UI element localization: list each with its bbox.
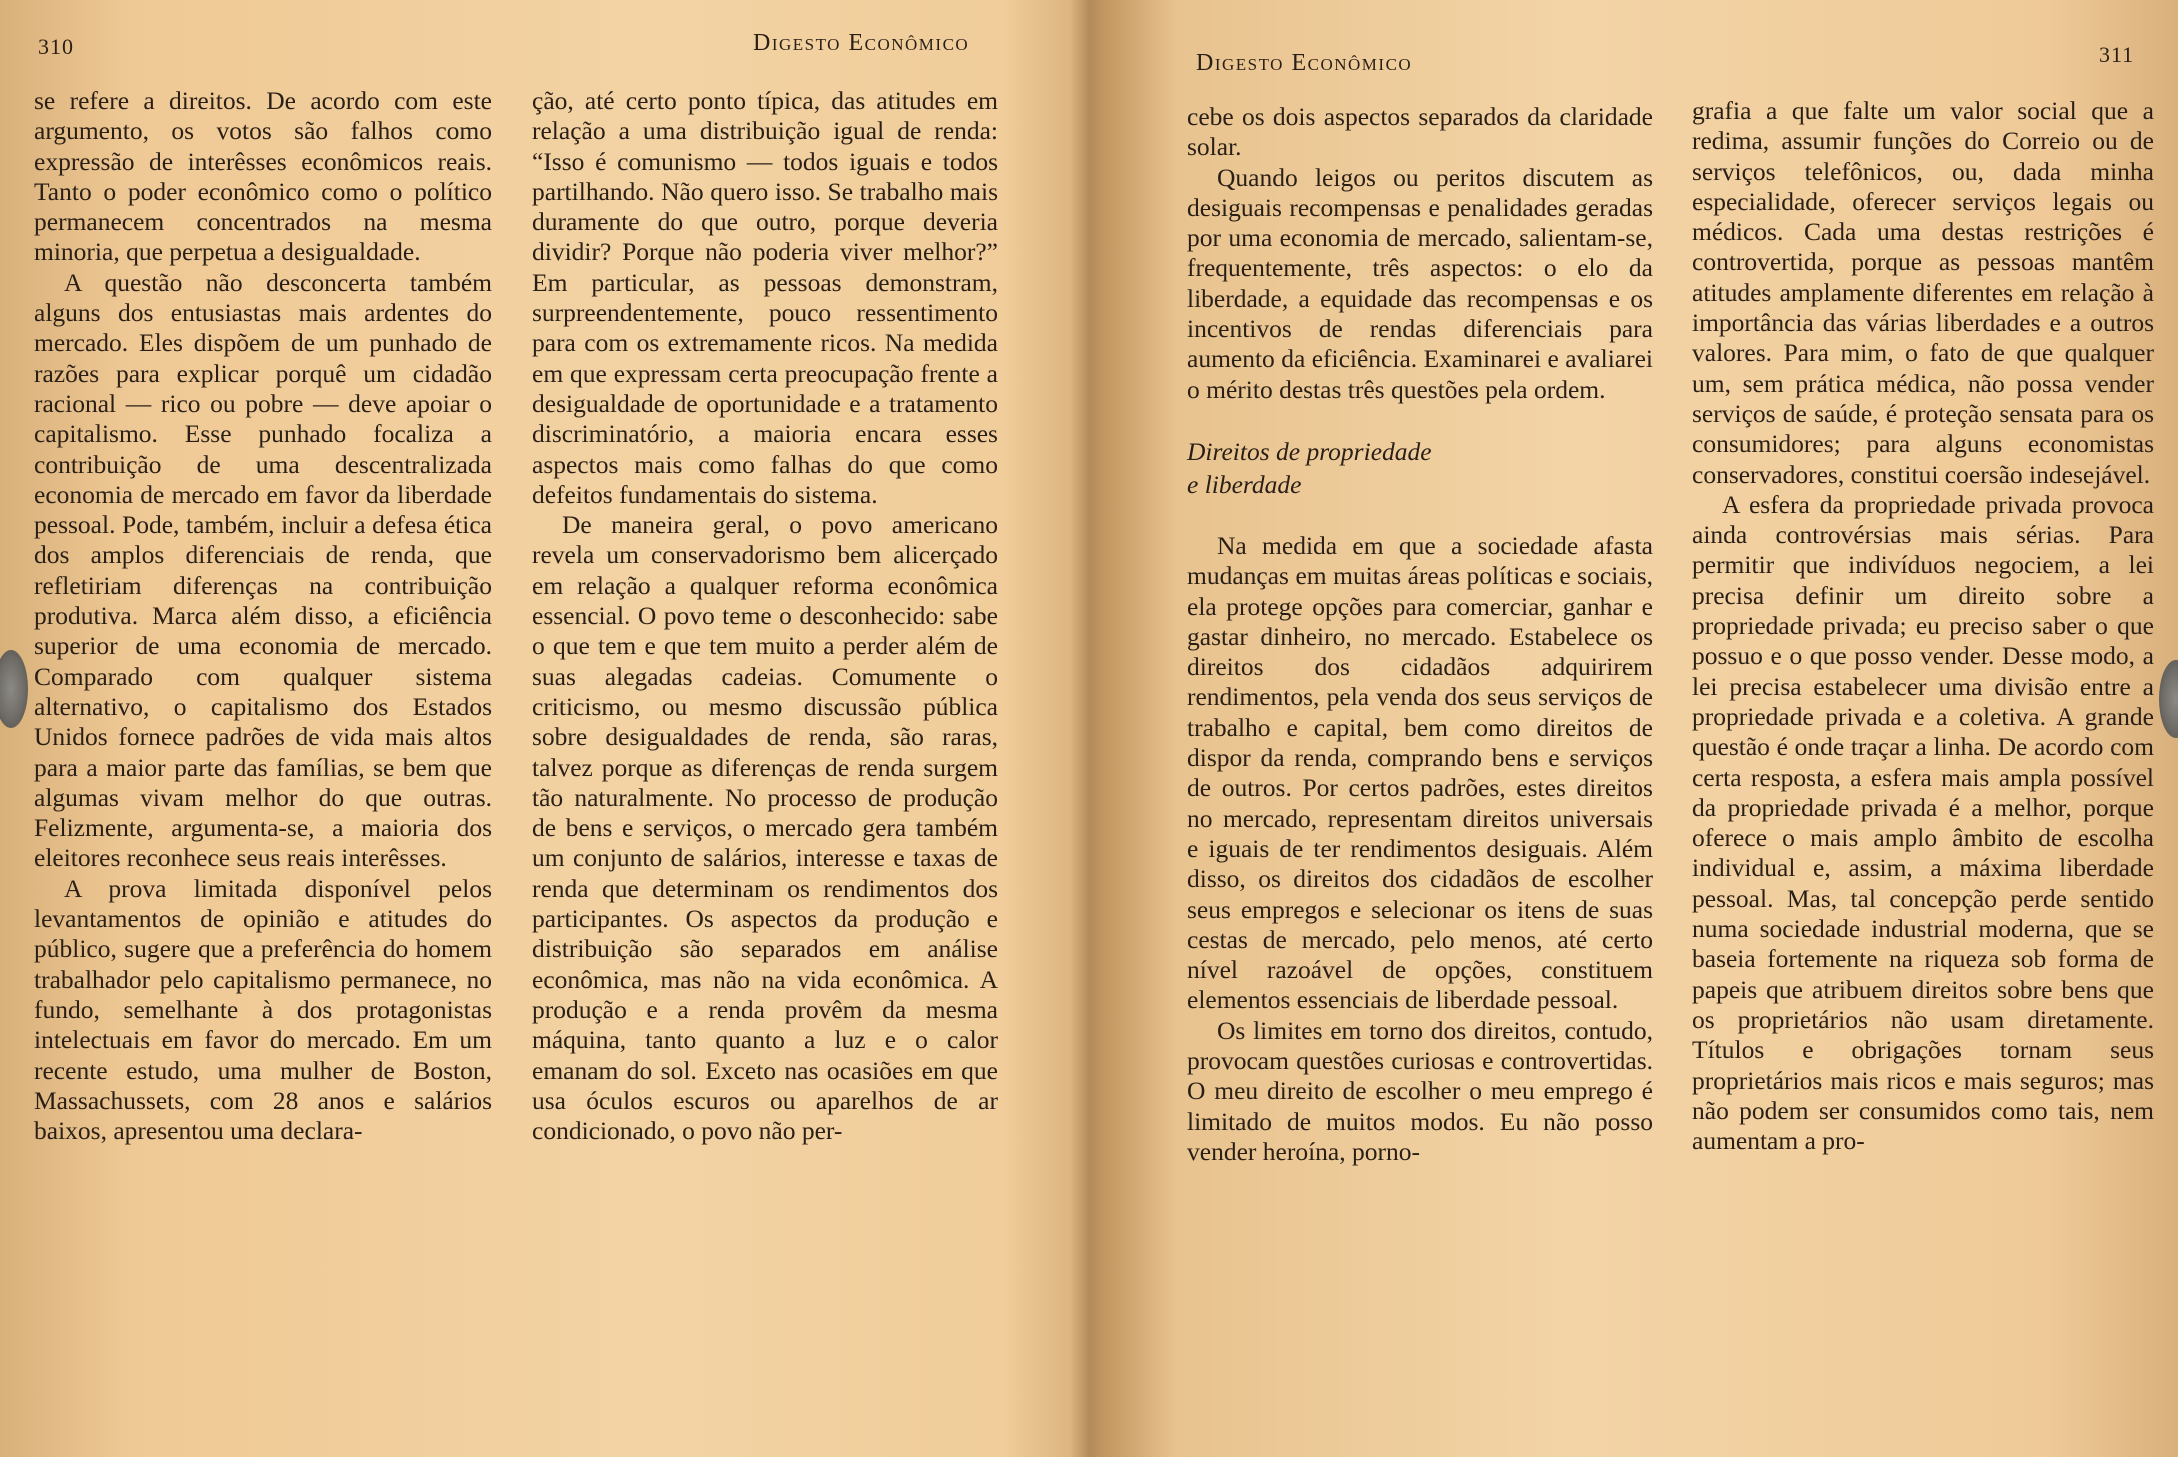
left-page-number: 310 [38,34,74,59]
left-column-1 [34,86,492,1146]
right-page-number: 311 [2099,42,2135,67]
paragraph: Na medida em que a sociedade afasta mudanças em muitas áreas políticas e sociais, ela protege opções para comerciar, ganhar e gastar dinheiro, no mercado. Estabelece os direitos dos cidadãos adquirirem rendimentos, pela venda dos seus serviços de trabalho e capital, bem como direitos de dispor da renda, comprando bens e serviços de outros. Por certos padrões, estes direitos no mercado, representam direitos universais e iguais de ter rendimentos desiguais. Além disso, os direitos dos cidadãos de escolher seus empregos e selecionar os itens de suas cestas de mercado, pelo menos, até certo nível razoável de opções, constituem elementos essenciais de liberdade pessoal. [1187,530,1653,1015]
left-running-head: Digesto Econômico [753,30,970,56]
paragraph: cebe os dois aspectos separados da claridade solar. [1187,102,1653,162]
right-column-2 [1692,96,2154,1156]
section-heading: Direitos de propriedade e liberdade [1187,436,1432,499]
right-column-1 [1187,102,1653,1167]
paragraph: grafia a que falte um valor social que a redima, assumir funções do Correio ou de serviços telefônicos, ou, dada minha especialidade, oferecer serviços legais ou médicos. Cada uma destas restrições é controvertida, porque as pessoas mantêm atitudes amplamente diferentes em relação à importância das várias liberdades e a outros valores. Para mim, o fato de que qualquer um, sem prática médica, não possa vender serviços de saúde, é proteção sensata para os consumidores; para alguns economistas conservadores, constitui coersão indesejável. [1692,96,2154,489]
binding-hole-left [0,650,28,728]
left-column-2 [532,86,998,1146]
paragraph: ção, até certo ponto típica, das atitudes em relação a uma distribuição igual de renda: “Isso é comunismo — todos iguais e todos partilhando. Não quero isso. Se trabalho mais duramente do que outro, porque deveria dividir? Porque não poderia viver melhor?” Em particular, as pessoas demonstram, surpreendentemente, pouco ressentimento para com os extremamente ricos. Na medida em que expressam certa preocupação frente a desigualdade de oportunidade e a tratamento discriminatório, a maioria encara esses aspectos mais como falhas do que como defeitos fundamentais do sistema. [532,86,998,509]
paragraph: A esfera da propriedade privada provoca ainda controvérsias mais sérias. Para permitir que indivíduos negociem, a lei precisa definir um direito sobre a propriedade privada; eu preciso saber o que possuo e o que posso vender. Desse modo, a lei precisa estabelecer uma divisão entre a propriedade privada e a coletiva. A grande questão é onde traçar a linha. De acordo com certa resposta, a esfera mais ampla possível da propriedade privada é a melhor, porque oferece o mais amplo âmbito de escolha individual e, assim, a máxima liberdade pessoal. Mas, tal concepção perde sentido numa sociedade industrial moderna, que se baseia fortemente na riqueza sob forma de papeis que atribuem direitos sobre bens que os proprietários não usam diretamente. Títulos e obrigações tornam seus proprietários mais ricos e mais seguros; mas não podem ser consumidos como tais, nem aumentam a pro- [1692,489,2154,1156]
binding-hole-right [2159,660,2178,738]
paragraph: A questão não desconcerta também alguns dos entusiastas mais ardentes do mercado. Eles dispõem de um punhado de razões para explicar porquê um cidadão racional — rico ou pobre — deve apoiar o capitalismo. Esse punhado focaliza a contribuição de uma descentralizada economia de mercado em favor da liberdade pessoal. Pode, também, incluir a defesa ética dos amplos diferenciais de renda, que refletiriam diferenças na contribuição produtiva. Marca além disso, a eficiência superior de uma economia de mercado. Comparado com qualquer sistema alternativo, o capitalismo dos Estados Unidos fornece padrões de vida mais altos para a maior parte das famílias, se bem que algumas vivam melhor do que outras. Felizmente, argumenta-se, a maioria dos eleitores reconhece seus reais interêsses. [34,267,492,873]
right-page [1089,0,2178,1457]
paragraph: Os limites em torno dos direitos, contudo, provocam questões curiosas e controvertidas. O meu direito de escolher o meu emprego é limitado de muitos modos. Eu não posso vender heroína, porno- [1187,1015,1653,1166]
paragraph: se refere a direitos. De acordo com este argumento, os votos são falhos como expressão de interêsses econômicos reais. Tanto o poder econômico como o político permanecem concentrados na mesma minoria, que perpetua a desigualdade. [34,86,492,267]
paragraph: De maneira geral, o povo americano revela um conservadorismo bem alicerçado em relação a qualquer reforma econômica essencial. O povo teme o desconhecido: sabe o que tem e que tem muito a perder além de suas alegadas cadeias. Comumente o criticismo, ou mesmo discussão pública sobre desigualdades de renda, são raras, talvez porque as diferenças de renda surgem tão naturalmente. No processo de produção de bens e serviços, o mercado gera também um conjunto de salários, interesse e taxas de renda que determinam os rendimentos dos participantes. Os aspectos da produção e distribuição são separados em análise econômica, mas não na vida econômica. A produção e a renda provêm da mesma máquina, tanto quanto a luz e o calor emanam do sol. Exceto nas ocasiões em que usa óculos escuros ou aparelhos de ar condicionado, o povo não per- [532,510,998,1146]
right-running-head: Digesto Econômico [1196,50,1413,76]
paragraph: Quando leigos ou peritos discutem as desiguais recompensas e penalidades geradas por uma economia de mercado, salientam-se, frequentemente, três aspectos: o elo da liberdade, a equidade das recompensas e os incentivos de rendas diferenciais para aumento da eficiência. Examinarei e avaliarei o mérito destas três questões pela ordem. [1187,162,1653,404]
paragraph: A prova limitada disponível pelos levantamentos de opinião e atitudes do público, sugere que a preferência do homem trabalhador pelo capitalismo permanece, no fundo, semelhante à dos protagonistas intelectuais em favor do mercado. Em um recente estudo, uma mulher de Boston, Massachussets, com 28 anos e salários baixos, apresentou uma declara- [34,873,492,1146]
